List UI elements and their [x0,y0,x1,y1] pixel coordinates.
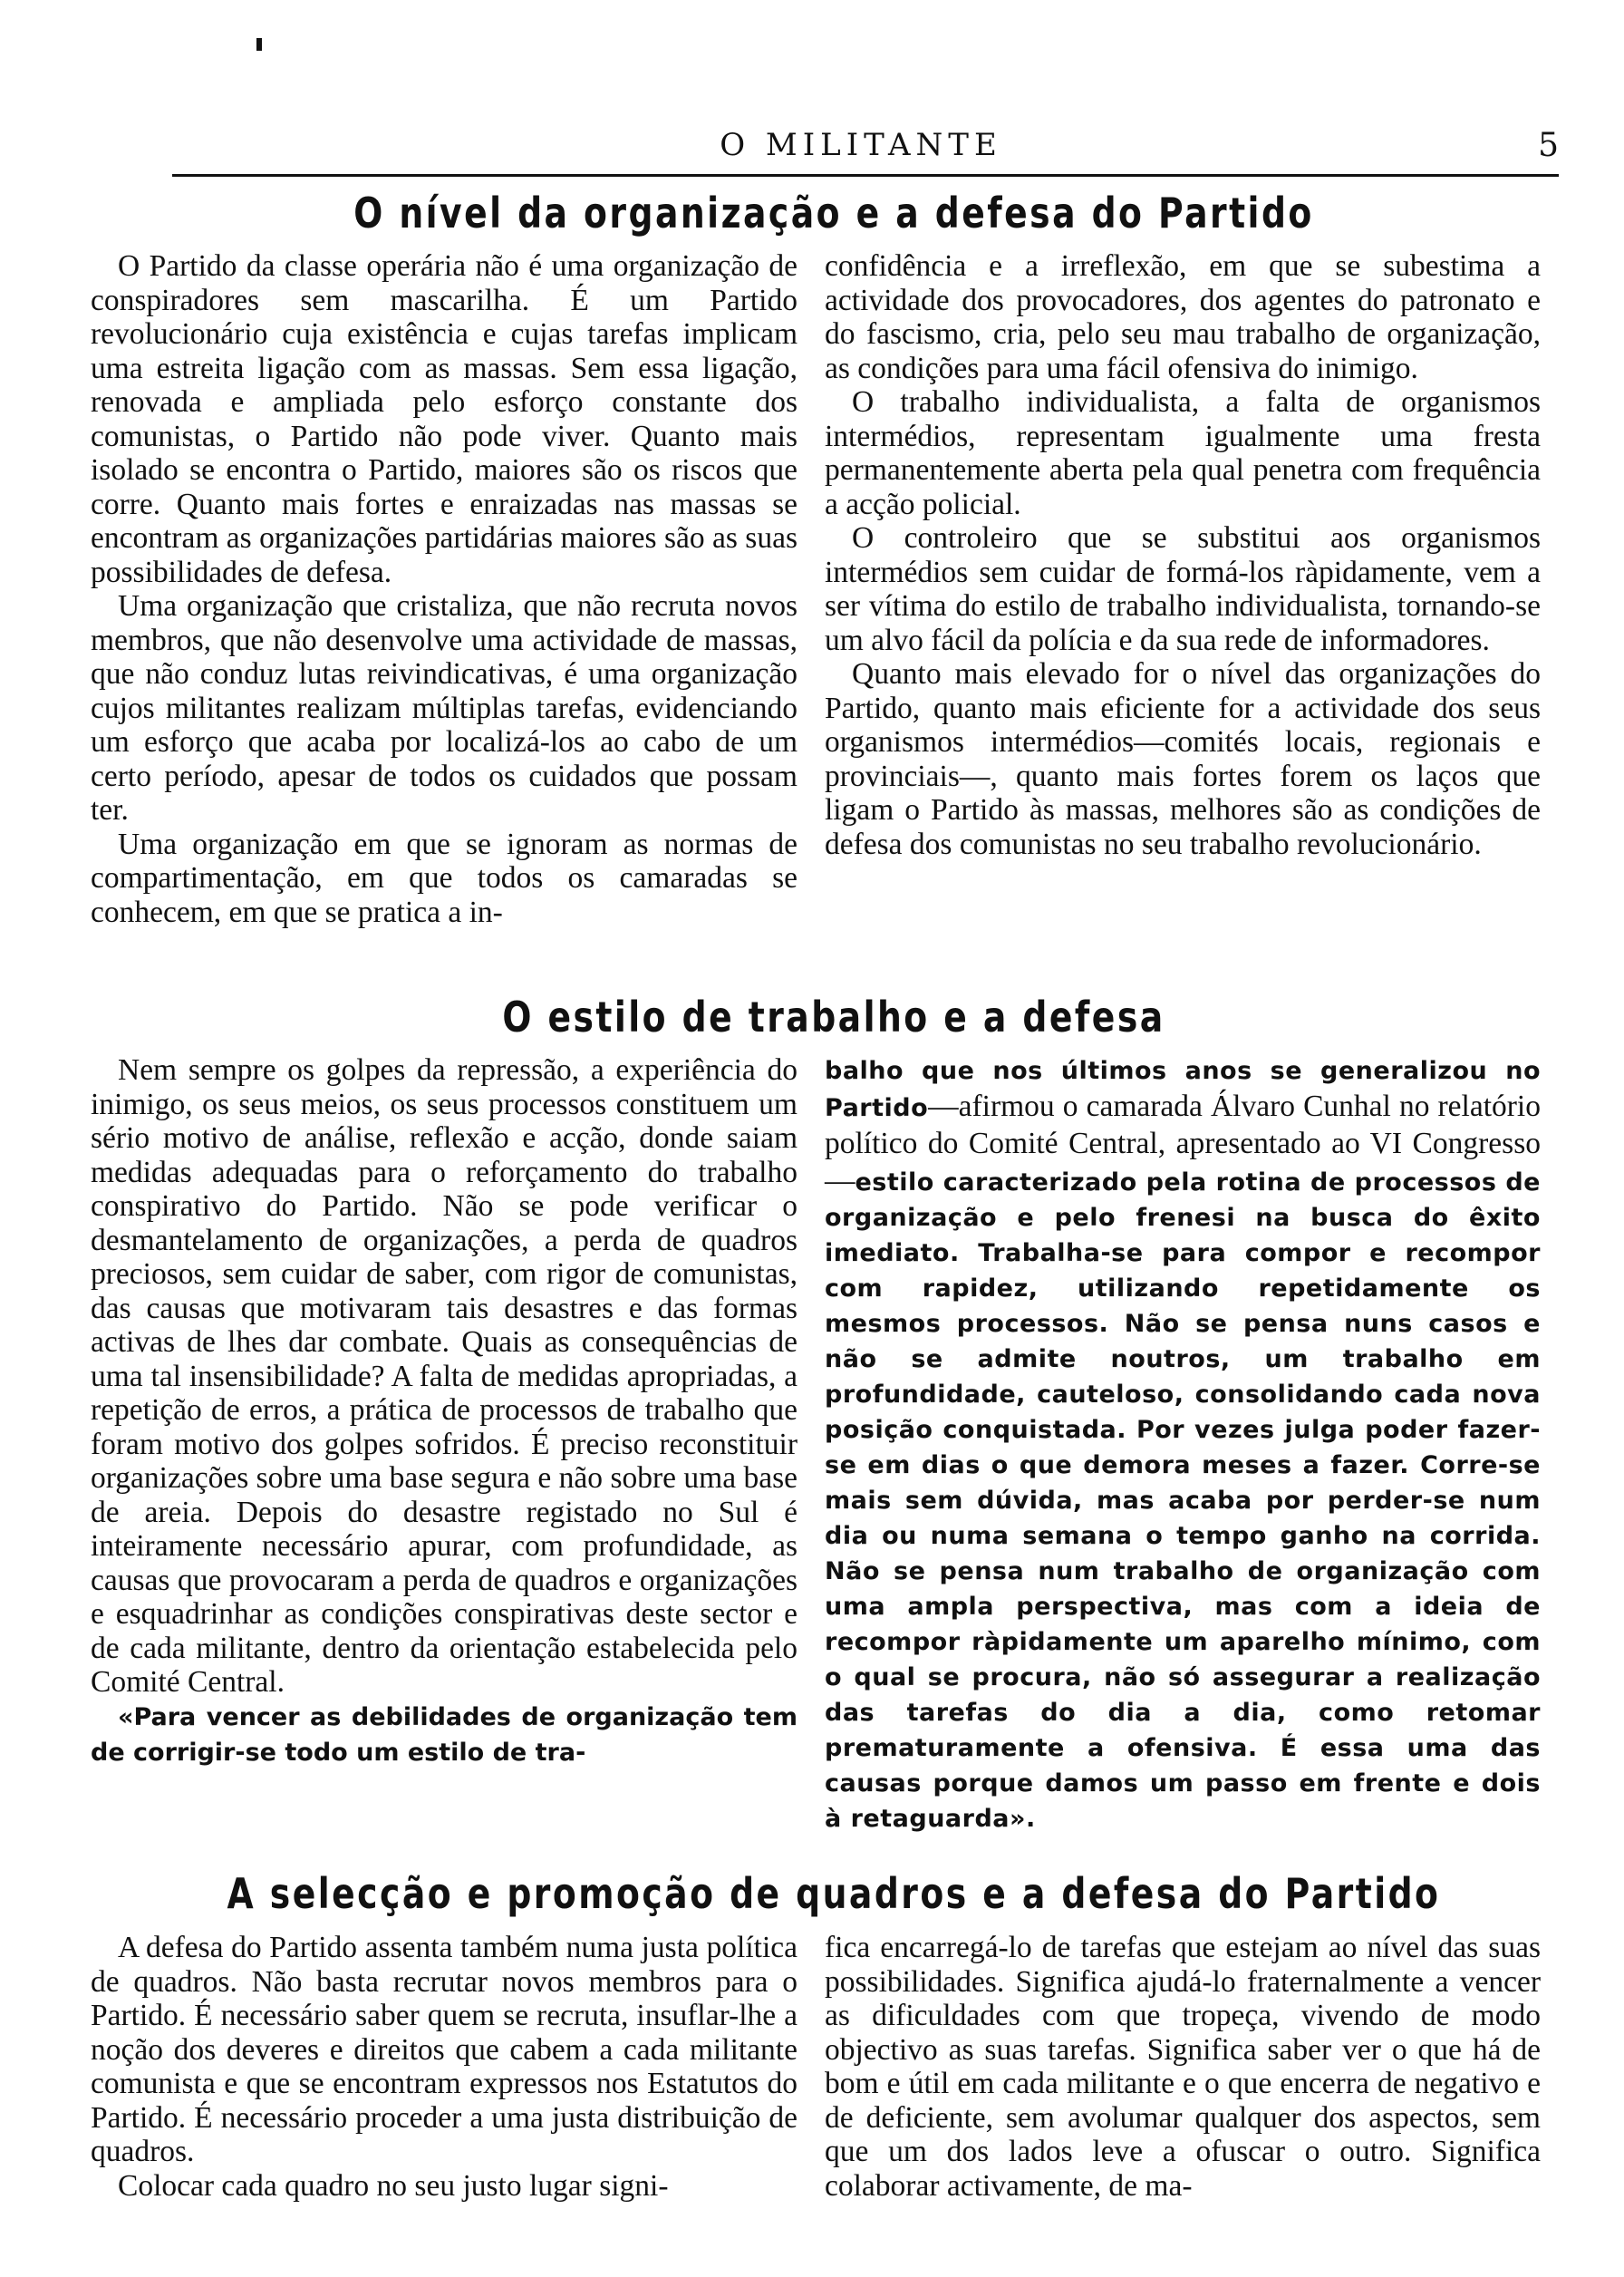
page-header [163,127,1559,167]
quote-bold-text: estilo caracterizado pela rotina de processos de organização e pelo frenesi na busca do êxito imediato. Trabalha-se para compor e recompor com rapidez, utilizando repetidamente os mesmos processos. Não se pensa nuns casos e não se admite noutros, um trabalho em profundidade, cauteloso, consolidando cada nova posição conquistada. Por vezes julga poder fazer-se em dias o que demora meses a fazer. Corre-se mais sem dúvida, mas acaba por perder-se num dia ou numa semana o tempo ganho na corrida. Não se pensa num trabalho de organização com uma ampla perspectiva, mas com a ideia de recompor ràpidamente um aparelho mínimo, com o qual se procura, não só assegurar a realização das tarefas do dia a dia, como retomar prematuramente a ofensiva. É essa uma das causas porque damos um passo em frente e dois à retaguarda». [825,1168,1541,1833]
section2-right-column [825,1053,1541,1836]
section1-left-column [91,249,798,929]
quote-paragraph: «Para vencer as debilidades de organização tem de corrigir-se todo um estilo de tra- [91,1702,798,1767]
paragraph: A defesa do Partido assenta também numa justa política de quadros. Não basta recrutar novos membros para o Partido. É necessário saber quem se recruta, insuflar-lhe a noção dos deveres e direitos que cabem a cada militante comunista e que se encontram expressos nos Estatutos do Partido. É necessário proceder a uma justa distribuição de quadros. [91,1931,798,2168]
paragraph: confidência e a irreflexão, em que se subestima a actividade dos provocadores, dos agentes do patronato e do fascismo, cria, pelo seu mau trabalho de organização, as condições para uma fácil ofensiva do inimigo. [825,249,1541,385]
paragraph: Nem sempre os golpes da repressão, a experiência do inimigo, os seus meios, os seus processos constituem um sério motivo de análise, reflexão e acção, donde saiam medidas adequadas para o reforçamento do trabalho conspirativo do Partido. Não se pode verificar o desmantelamento de organizações, a perda de quadros preciosos, sem cuidar de saber, com rigor de comunistas, das causas que motivaram tais desastres e das formas activas de lhes dar combate. Quais as consequências de uma tal insensibilidade? A falta de medidas apropriadas, a repetição de erros, a prática de processos de trabalho que foram motivo dos golpes sofridos. É preciso reconstituir organizações sobre uma base segura e não sobre uma base de areia. Depois do desastre registado no Sul é inteiramente necessário apurar, com profundidade, as causas que provocaram a perda de quadros e organizações e esquadrinhar as condições conspirativas deste sector e de cada militante, dentro da orientação estabelecida pelo Comité Central. [91,1053,798,1699]
section-title-organization-level: O nível da organização e a defesa do Partido [353,189,1314,237]
quote-bold-text: balho que nos últimos anos se generalizou no Partido [825,1057,1541,1122]
section1-right-column [825,249,1541,861]
section3-right-column [825,1931,1541,2203]
section2-left-column [91,1053,798,1770]
paragraph: Uma organização em que se ignoram as normas de compartimentação, em que todos os camaradas se conhecem, em que se pratica a in- [91,827,798,929]
paragraph: O Partido da classe operária não é uma organização de conspiradores sem mascarilha. É um Partido revolucionário cuja existência e cujas tarefas implicam uma estreita ligação com as massas. Sem essa ligação, renovada e ampliada pelo esforço constante dos comunistas, o Partido não pode viver. Quanto mais isolado se encontra o Partido, maiores são os riscos que corre. Quanto mais fortes e enraizadas nas massas se encontram as organizações partidárias maiores são as suas possibilidades de defesa. [91,249,798,589]
paragraph: Quanto mais elevado for o nível das organizações do Partido, quanto mais eficiente for a actividade dos seus organismos intermédios—comités locais, regionais e provinciais—, quanto mais fortes forem os laços que ligam o Partido às massas, melhores são as condições de defesa dos comunistas no seu trabalho revolucionário. [825,657,1541,861]
header-rule [172,174,1559,177]
page-number: 5 [1538,127,1559,164]
section3-left-column [91,1931,798,2203]
paragraph: O trabalho individualista, a falta de organismos intermédios, representam igualmente uma fresta permanentemente aberta pela qual penetra com frequência a acção policial. [825,385,1541,521]
section-title-cadre-selection: A selecção e promoção de quadros e a defesa do Partido [227,1869,1441,1918]
section-title-work-style: O estilo de trabalho e a defesa [502,993,1165,1042]
publication-title: O MILITANTE [720,127,1002,163]
paragraph: O controleiro que se substitui aos organismos intermédios sem cuidar de formá-los ràpidamente, vem a ser vítima do estilo de trabalho individualista, tornando-se um alvo fácil da polícia e da sua rede de informadores. [825,521,1541,657]
ink-mark [256,38,262,51]
quote-attribution: —afirmou o camarada Álvaro Cunhal no relatório político do Comité Central, apresentado ao VI Congresso— [825,1090,1541,1197]
paragraph: fica encarregá-lo de tarefas que estejam ao nível das suas possibilidades. Significa ajudá-lo fraternalmente a vencer as dificuldades com que tropeça, vivendo de modo objectivo as suas tarefas. Significa saber ver o que há de bom e útil em cada militante e o que encerra de negativo e de deficiente, sem avolumar qualquer dos aspectos, sem que um dos lados leve a ofuscar o outro. Significa colaborar activamente, de ma- [825,1931,1541,2203]
paragraph: Uma organização que cristaliza, que não recruta novos membros, que não desenvolve uma actividade de massas, que não conduz lutas reivindicativas, é uma organização cujos militantes realizam múltiplas tarefas, evidenciando um esforço que acaba por localizá-los ao cabo de um certo período, apesar de todos os cuidados que possam ter. [91,589,798,827]
paragraph: Colocar cada quadro no seu justo lugar signi- [118,2168,669,2203]
